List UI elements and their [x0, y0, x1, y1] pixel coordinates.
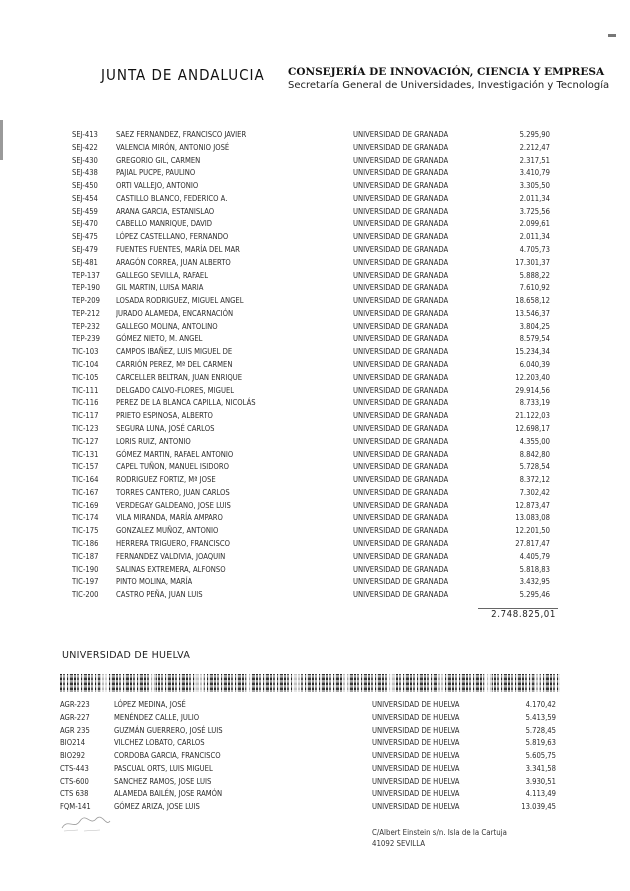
- cell-univ: UNIVERSIDAD DE GRANADA: [353, 462, 449, 472]
- cell-code: TIC-103: [72, 347, 99, 357]
- table-row: [0, 294, 630, 307]
- cell-univ: UNIVERSIDAD DE HUELVA: [372, 789, 460, 799]
- cell-amount: 2.317,51: [519, 155, 550, 165]
- cell-code: TIC-116: [72, 398, 99, 408]
- cell-code: TIC-105: [72, 372, 99, 382]
- secretaria-subtitle: Secretaría General de Universidades, Investigación y Tecnología: [288, 80, 610, 91]
- cell-amount: 4.355,00: [519, 436, 550, 446]
- cell-name: ALAMEDA BAILÉN, JOSE RAMÓN: [114, 789, 223, 799]
- cell-code: BIO214: [60, 738, 86, 748]
- cell-code: SEJ-481: [72, 257, 98, 267]
- table-row: [0, 281, 630, 294]
- cell-name: JURADO ALAMEDA, ENCARNACIÓN: [116, 308, 234, 318]
- cell-code: TIC-111: [72, 385, 99, 395]
- cell-code: TIC-131: [72, 449, 99, 459]
- cell-code: SEJ-454: [72, 193, 98, 203]
- cell-amount: 3.804,25: [519, 321, 550, 331]
- cell-amount: 17.301,37: [515, 257, 550, 267]
- cell-name: SALINAS EXTREMERA, ALFONSO: [116, 564, 226, 574]
- cell-univ: UNIVERSIDAD DE GRANADA: [353, 347, 449, 357]
- cell-name: CASTRO PEÑA, JUAN LUIS: [116, 590, 203, 600]
- cell-code: TIC-157: [72, 462, 99, 472]
- cell-name: CAPEL TUÑON, MANUEL ISIDORO: [116, 462, 230, 472]
- cell-amount: 3.305,50: [519, 181, 550, 191]
- cell-amount: 4.705,73: [519, 245, 550, 255]
- cell-name: GREGORIO GIL, CARMEN: [116, 155, 201, 165]
- cell-code: TEP-239: [72, 334, 100, 344]
- cell-name: TORRES CANTERO, JUAN CARLOS: [116, 487, 230, 497]
- cell-name: FERNANDEZ VALDIVIA, JOAQUIN: [116, 551, 226, 561]
- cell-code: SEJ-479: [72, 245, 98, 255]
- cell-amount: 5.728,45: [525, 725, 556, 735]
- granada-total: 2.748.825,01: [491, 609, 556, 620]
- cell-univ: UNIVERSIDAD DE GRANADA: [353, 423, 449, 433]
- cell-name: ORTI VALLEJO, ANTONIO: [116, 181, 199, 191]
- cell-amount: 4.405,79: [519, 551, 550, 561]
- cell-amount: 7.302,42: [519, 487, 550, 497]
- table-row: [0, 749, 630, 762]
- table-row: [0, 524, 630, 537]
- cell-amount: 5.605,75: [525, 751, 556, 760]
- cell-univ: UNIVERSIDAD DE GRANADA: [353, 398, 449, 408]
- cell-name: GALLEGO MOLINA, ANTOLINO: [116, 321, 218, 331]
- cell-univ: UNIVERSIDAD DE HUELVA: [372, 738, 460, 748]
- table-row: [0, 230, 630, 243]
- cell-name: PEREZ DE LA BLANCA CAPILLA, NICOLÁS: [116, 398, 256, 408]
- cell-name: CABELLO MANRIQUE, DAVID: [116, 219, 213, 229]
- cell-univ: UNIVERSIDAD DE GRANADA: [353, 372, 449, 382]
- cell-name: SANCHEZ RAMOS, JOSE LUIS: [114, 776, 212, 786]
- table-row: [0, 563, 630, 576]
- cell-univ: UNIVERSIDAD DE GRANADA: [353, 155, 449, 165]
- junta-logo: JUNTA DE ANDALUCIA: [101, 66, 265, 84]
- footer-address-line1: C/Albert Einstein s/n. Isla de la Cartuja: [372, 828, 507, 837]
- cell-univ: UNIVERSIDAD DE GRANADA: [353, 283, 449, 293]
- cell-amount: 12.698,17: [515, 423, 550, 433]
- cell-code: TIC-190: [72, 564, 99, 574]
- cell-amount: 12.201,50: [515, 526, 550, 536]
- table-row: [0, 269, 630, 282]
- footer-address: [372, 827, 507, 849]
- cell-univ: UNIVERSIDAD DE GRANADA: [353, 538, 449, 548]
- table-row: [0, 205, 630, 218]
- cell-code: TIC-123: [72, 423, 99, 433]
- cell-name: PAJIAL PUCPE, PAULINO: [116, 168, 196, 178]
- table-row: [0, 511, 630, 524]
- cell-univ: UNIVERSIDAD DE GRANADA: [353, 500, 449, 510]
- table-row: [0, 775, 630, 788]
- cell-code: SEJ-422: [72, 142, 98, 152]
- cell-univ: UNIVERSIDAD DE GRANADA: [353, 270, 449, 280]
- cell-name: CASTILLO BLANCO, FEDERICO A.: [116, 193, 228, 203]
- cell-univ: UNIVERSIDAD DE GRANADA: [353, 130, 449, 139]
- cell-amount: 5.295,46: [519, 590, 550, 600]
- cell-name: GONZALEZ MUÑOZ, ANTONIO: [116, 526, 219, 536]
- cell-univ: UNIVERSIDAD DE GRANADA: [353, 296, 449, 306]
- cell-code: TIC-187: [72, 551, 99, 561]
- cell-amount: 3.432,95: [519, 577, 550, 587]
- cell-amount: 2.212,47: [519, 142, 550, 152]
- table-row: [0, 179, 630, 192]
- cell-univ: UNIVERSIDAD DE GRANADA: [353, 564, 449, 574]
- cell-univ: UNIVERSIDAD DE HUELVA: [372, 751, 460, 760]
- cell-name: ARANA GARCIA, ESTANISLAO: [116, 206, 215, 216]
- table-row: [0, 141, 630, 154]
- table-row: [0, 448, 630, 461]
- cell-univ: UNIVERSIDAD DE GRANADA: [353, 219, 449, 229]
- cell-amount: 29.914,56: [515, 385, 550, 395]
- cell-code: TEP-212: [72, 308, 100, 318]
- table-row: [0, 736, 630, 749]
- cell-name: RODRIGUEZ FORTIZ, Mª JOSE: [116, 475, 216, 485]
- cell-code: SEJ-438: [72, 168, 98, 178]
- cell-code: TIC-164: [72, 475, 99, 485]
- cell-univ: UNIVERSIDAD DE GRANADA: [353, 245, 449, 255]
- cell-code: TIC-117: [72, 411, 99, 421]
- cell-univ: UNIVERSIDAD DE GRANADA: [353, 526, 449, 536]
- cell-univ: UNIVERSIDAD DE GRANADA: [353, 334, 449, 344]
- cell-amount: 5.818,83: [519, 564, 550, 574]
- cell-amount: 13.083,08: [515, 513, 550, 523]
- cell-name: GIL MARTIN, LUISA MARIA: [116, 283, 204, 293]
- cell-name: VILCHEZ LOBATO, CARLOS: [114, 738, 205, 748]
- cell-amount: 18.658,12: [515, 296, 550, 306]
- cell-name: ARAGÓN CORREA, JUAN ALBERTO: [116, 257, 231, 267]
- cell-amount: 15.234,34: [515, 347, 550, 357]
- cell-name: LORIS RUIZ, ANTONIO: [116, 436, 191, 446]
- scan-mark: [608, 34, 616, 37]
- cell-univ: UNIVERSIDAD DE GRANADA: [353, 385, 449, 395]
- cell-name: PASCUAL ORTS, LUIS MIGUEL: [114, 763, 213, 773]
- cell-amount: 4.113,49: [525, 789, 556, 799]
- cell-amount: 3.725,56: [519, 206, 550, 216]
- cell-name: FUENTES FUENTES, MARÍA DEL MAR: [116, 245, 240, 255]
- cell-name: CORDOBA GARCIA, FRANCISCO: [114, 751, 221, 760]
- cell-amount: 2.099,61: [519, 219, 550, 229]
- cell-amount: 7.610,92: [519, 283, 550, 293]
- cell-code: CTS 638: [60, 789, 89, 799]
- cell-name: GÓMEZ MARTIN, RAFAEL ANTONIO: [116, 449, 234, 459]
- cell-code: TIC-200: [72, 590, 99, 600]
- table-row: [0, 243, 630, 256]
- cell-univ: UNIVERSIDAD DE GRANADA: [353, 168, 449, 178]
- cell-code: TIC-169: [72, 500, 99, 510]
- cell-code: TIC-186: [72, 538, 99, 548]
- cell-code: AGR-223: [60, 700, 90, 709]
- cell-amount: 13.546,37: [515, 308, 550, 318]
- cell-amount: 5.295,90: [519, 130, 550, 139]
- cell-code: SEJ-413: [72, 130, 98, 139]
- footer-address-line2: 41092 SEVILLA: [372, 839, 426, 848]
- table-row: [0, 217, 630, 230]
- table-row: [0, 550, 630, 563]
- table-row: [0, 409, 630, 422]
- cell-name: CARRIÓN PEREZ, Mª DEL CARMEN: [116, 360, 233, 370]
- cell-code: TEP-190: [72, 283, 100, 293]
- table-row: [0, 435, 630, 448]
- cell-code: TEP-209: [72, 296, 100, 306]
- cell-univ: UNIVERSIDAD DE GRANADA: [353, 411, 449, 421]
- cell-code: SEJ-475: [72, 232, 98, 242]
- cell-code: TIC-127: [72, 436, 99, 446]
- cell-amount: 8.733,19: [519, 398, 550, 408]
- table-row: [0, 537, 630, 550]
- cell-univ: UNIVERSIDAD DE GRANADA: [353, 257, 449, 267]
- cell-amount: 8.579,54: [519, 334, 550, 344]
- cell-code: BIO292: [60, 751, 86, 760]
- table-row: [0, 320, 630, 333]
- cell-amount: 27.817,47: [515, 538, 550, 548]
- cell-univ: UNIVERSIDAD DE GRANADA: [353, 206, 449, 216]
- consejeria-title: CONSEJERÍA DE INNOVACIÓN, CIENCIA Y EMPRESA: [288, 66, 605, 78]
- cell-amount: 12.873,47: [515, 500, 550, 510]
- redacted-header-band: [60, 674, 560, 692]
- table-row: [0, 166, 630, 179]
- cell-univ: UNIVERSIDAD DE GRANADA: [353, 487, 449, 497]
- cell-name: GALLEGO SEVILLA, RAFAEL: [116, 270, 208, 280]
- table-row: [0, 307, 630, 320]
- cell-name: VALENCIA MIRÓN, ANTONIO JOSÉ: [116, 142, 230, 152]
- table-row: [0, 698, 630, 711]
- cell-name: PINTO MOLINA, MARÍA: [116, 577, 193, 587]
- cell-univ: UNIVERSIDAD DE HUELVA: [372, 725, 460, 735]
- cell-name: GUZMÁN GUERRERO, JOSÉ LUIS: [114, 725, 223, 735]
- cell-code: TEP-137: [72, 270, 100, 280]
- cell-amount: 2.011,34: [519, 232, 550, 242]
- cell-name: GÓMEZ NIETO, M. ANGEL: [116, 334, 203, 344]
- cell-univ: UNIVERSIDAD DE GRANADA: [353, 232, 449, 242]
- cell-code: TEP-232: [72, 321, 100, 331]
- handwritten-mark: [60, 812, 112, 834]
- table-row: [0, 256, 630, 269]
- cell-name: CAMPOS IBAÑEZ, LUIS MIGUEL DE: [116, 347, 233, 357]
- cell-univ: UNIVERSIDAD DE GRANADA: [353, 577, 449, 587]
- cell-univ: UNIVERSIDAD DE GRANADA: [353, 475, 449, 485]
- table-row: [0, 575, 630, 588]
- cell-amount: 3.410,79: [519, 168, 550, 178]
- cell-amount: 4.170,42: [525, 700, 556, 709]
- cell-amount: 3.341,58: [525, 763, 556, 773]
- cell-univ: UNIVERSIDAD DE GRANADA: [353, 308, 449, 318]
- table-row: [0, 128, 630, 141]
- cell-univ: UNIVERSIDAD DE HUELVA: [372, 763, 460, 773]
- huelva-section-title: UNIVERSIDAD DE HUELVA: [62, 650, 191, 661]
- cell-code: TIC-175: [72, 526, 99, 536]
- cell-code: SEJ-450: [72, 181, 98, 191]
- table-row: [0, 396, 630, 409]
- cell-name: PRIETO ESPINOSA, ALBERTO: [116, 411, 213, 421]
- cell-code: TIC-167: [72, 487, 99, 497]
- table-row: [0, 762, 630, 775]
- table-row: [0, 787, 630, 800]
- table-row: [0, 486, 630, 499]
- cell-amount: 5.819,63: [525, 738, 556, 748]
- table-row: [0, 473, 630, 486]
- cell-code: AGR 235: [60, 725, 90, 735]
- cell-code: SEJ-430: [72, 155, 98, 165]
- cell-name: LOSADA RODRIGUEZ, MIGUEL ANGEL: [116, 296, 244, 306]
- table-row: [0, 371, 630, 384]
- cell-name: HERRERA TRIGUERO, FRANCISCO: [116, 538, 230, 548]
- table-row: [0, 154, 630, 167]
- cell-univ: UNIVERSIDAD DE HUELVA: [372, 712, 460, 722]
- table-row: [0, 588, 630, 601]
- cell-amount: 2.011,34: [519, 193, 550, 203]
- cell-code: CTS-443: [60, 763, 89, 773]
- cell-code: AGR-227: [60, 712, 90, 722]
- cell-univ: UNIVERSIDAD DE GRANADA: [353, 181, 449, 191]
- table-row: [0, 384, 630, 397]
- cell-univ: UNIVERSIDAD DE GRANADA: [353, 551, 449, 561]
- cell-name: VILA MIRANDA, MARÍA AMPARO: [116, 513, 223, 523]
- table-row: [0, 422, 630, 435]
- cell-name: SEGURA LUNA, JOSÉ CARLOS: [116, 423, 215, 433]
- cell-univ: UNIVERSIDAD DE GRANADA: [353, 360, 449, 370]
- cell-code: TIC-104: [72, 360, 99, 370]
- cell-amount: 21.122,03: [515, 411, 550, 421]
- cell-name: DELGADO CALVO-FLORES, MIGUEL: [116, 385, 235, 395]
- cell-univ: UNIVERSIDAD DE HUELVA: [372, 776, 460, 786]
- cell-name: CARCELLER BELTRAN, JUAN ENRIQUE: [116, 372, 243, 382]
- cell-name: LÓPEZ CASTELLANO, FERNANDO: [116, 232, 229, 242]
- cell-code: CTS-600: [60, 776, 89, 786]
- cell-univ: UNIVERSIDAD DE GRANADA: [353, 193, 449, 203]
- table-row: [0, 358, 630, 371]
- cell-univ: UNIVERSIDAD DE GRANADA: [353, 321, 449, 331]
- cell-name: SAEZ FERNANDEZ, FRANCISCO JAVIER: [116, 130, 247, 139]
- cell-amount: 5.728,54: [519, 462, 550, 472]
- cell-name: MENÉNDEZ CALLE, JULIO: [114, 712, 200, 722]
- cell-amount: 5.413,59: [525, 712, 556, 722]
- cell-code: SEJ-470: [72, 219, 98, 229]
- cell-name: VERDEGAY GALDEANO, JOSE LUIS: [116, 500, 231, 510]
- cell-amount: 12.203,40: [515, 372, 550, 382]
- table-row: [0, 460, 630, 473]
- cell-code: TIC-174: [72, 513, 99, 523]
- table-row: [0, 724, 630, 737]
- cell-univ: UNIVERSIDAD DE GRANADA: [353, 436, 449, 446]
- table-row: [0, 711, 630, 724]
- cell-code: FQM-141: [60, 802, 91, 811]
- cell-name: GÓMEZ ARIZA, JOSE LUIS: [114, 802, 200, 811]
- cell-univ: UNIVERSIDAD DE GRANADA: [353, 513, 449, 523]
- cell-univ: UNIVERSIDAD DE GRANADA: [353, 590, 449, 600]
- cell-code: TIC-197: [72, 577, 99, 587]
- cell-amount: 3.930,51: [525, 776, 556, 786]
- cell-name: LÓPEZ MEDINA, JOSÉ: [114, 700, 186, 709]
- cell-amount: 5.888,22: [519, 270, 550, 280]
- cell-univ: UNIVERSIDAD DE HUELVA: [372, 802, 460, 811]
- cell-univ: UNIVERSIDAD DE GRANADA: [353, 449, 449, 459]
- cell-amount: 8.842,80: [519, 449, 550, 459]
- cell-univ: UNIVERSIDAD DE GRANADA: [353, 142, 449, 152]
- cell-code: SEJ-459: [72, 206, 98, 216]
- cell-univ: UNIVERSIDAD DE HUELVA: [372, 700, 460, 709]
- table-row: [0, 345, 630, 358]
- cell-amount: 13.039,45: [521, 802, 556, 811]
- table-row: [0, 332, 630, 345]
- cell-amount: 8.372,12: [519, 475, 550, 485]
- cell-amount: 6.040,39: [519, 360, 550, 370]
- table-row: [0, 499, 630, 512]
- table-row: [0, 192, 630, 205]
